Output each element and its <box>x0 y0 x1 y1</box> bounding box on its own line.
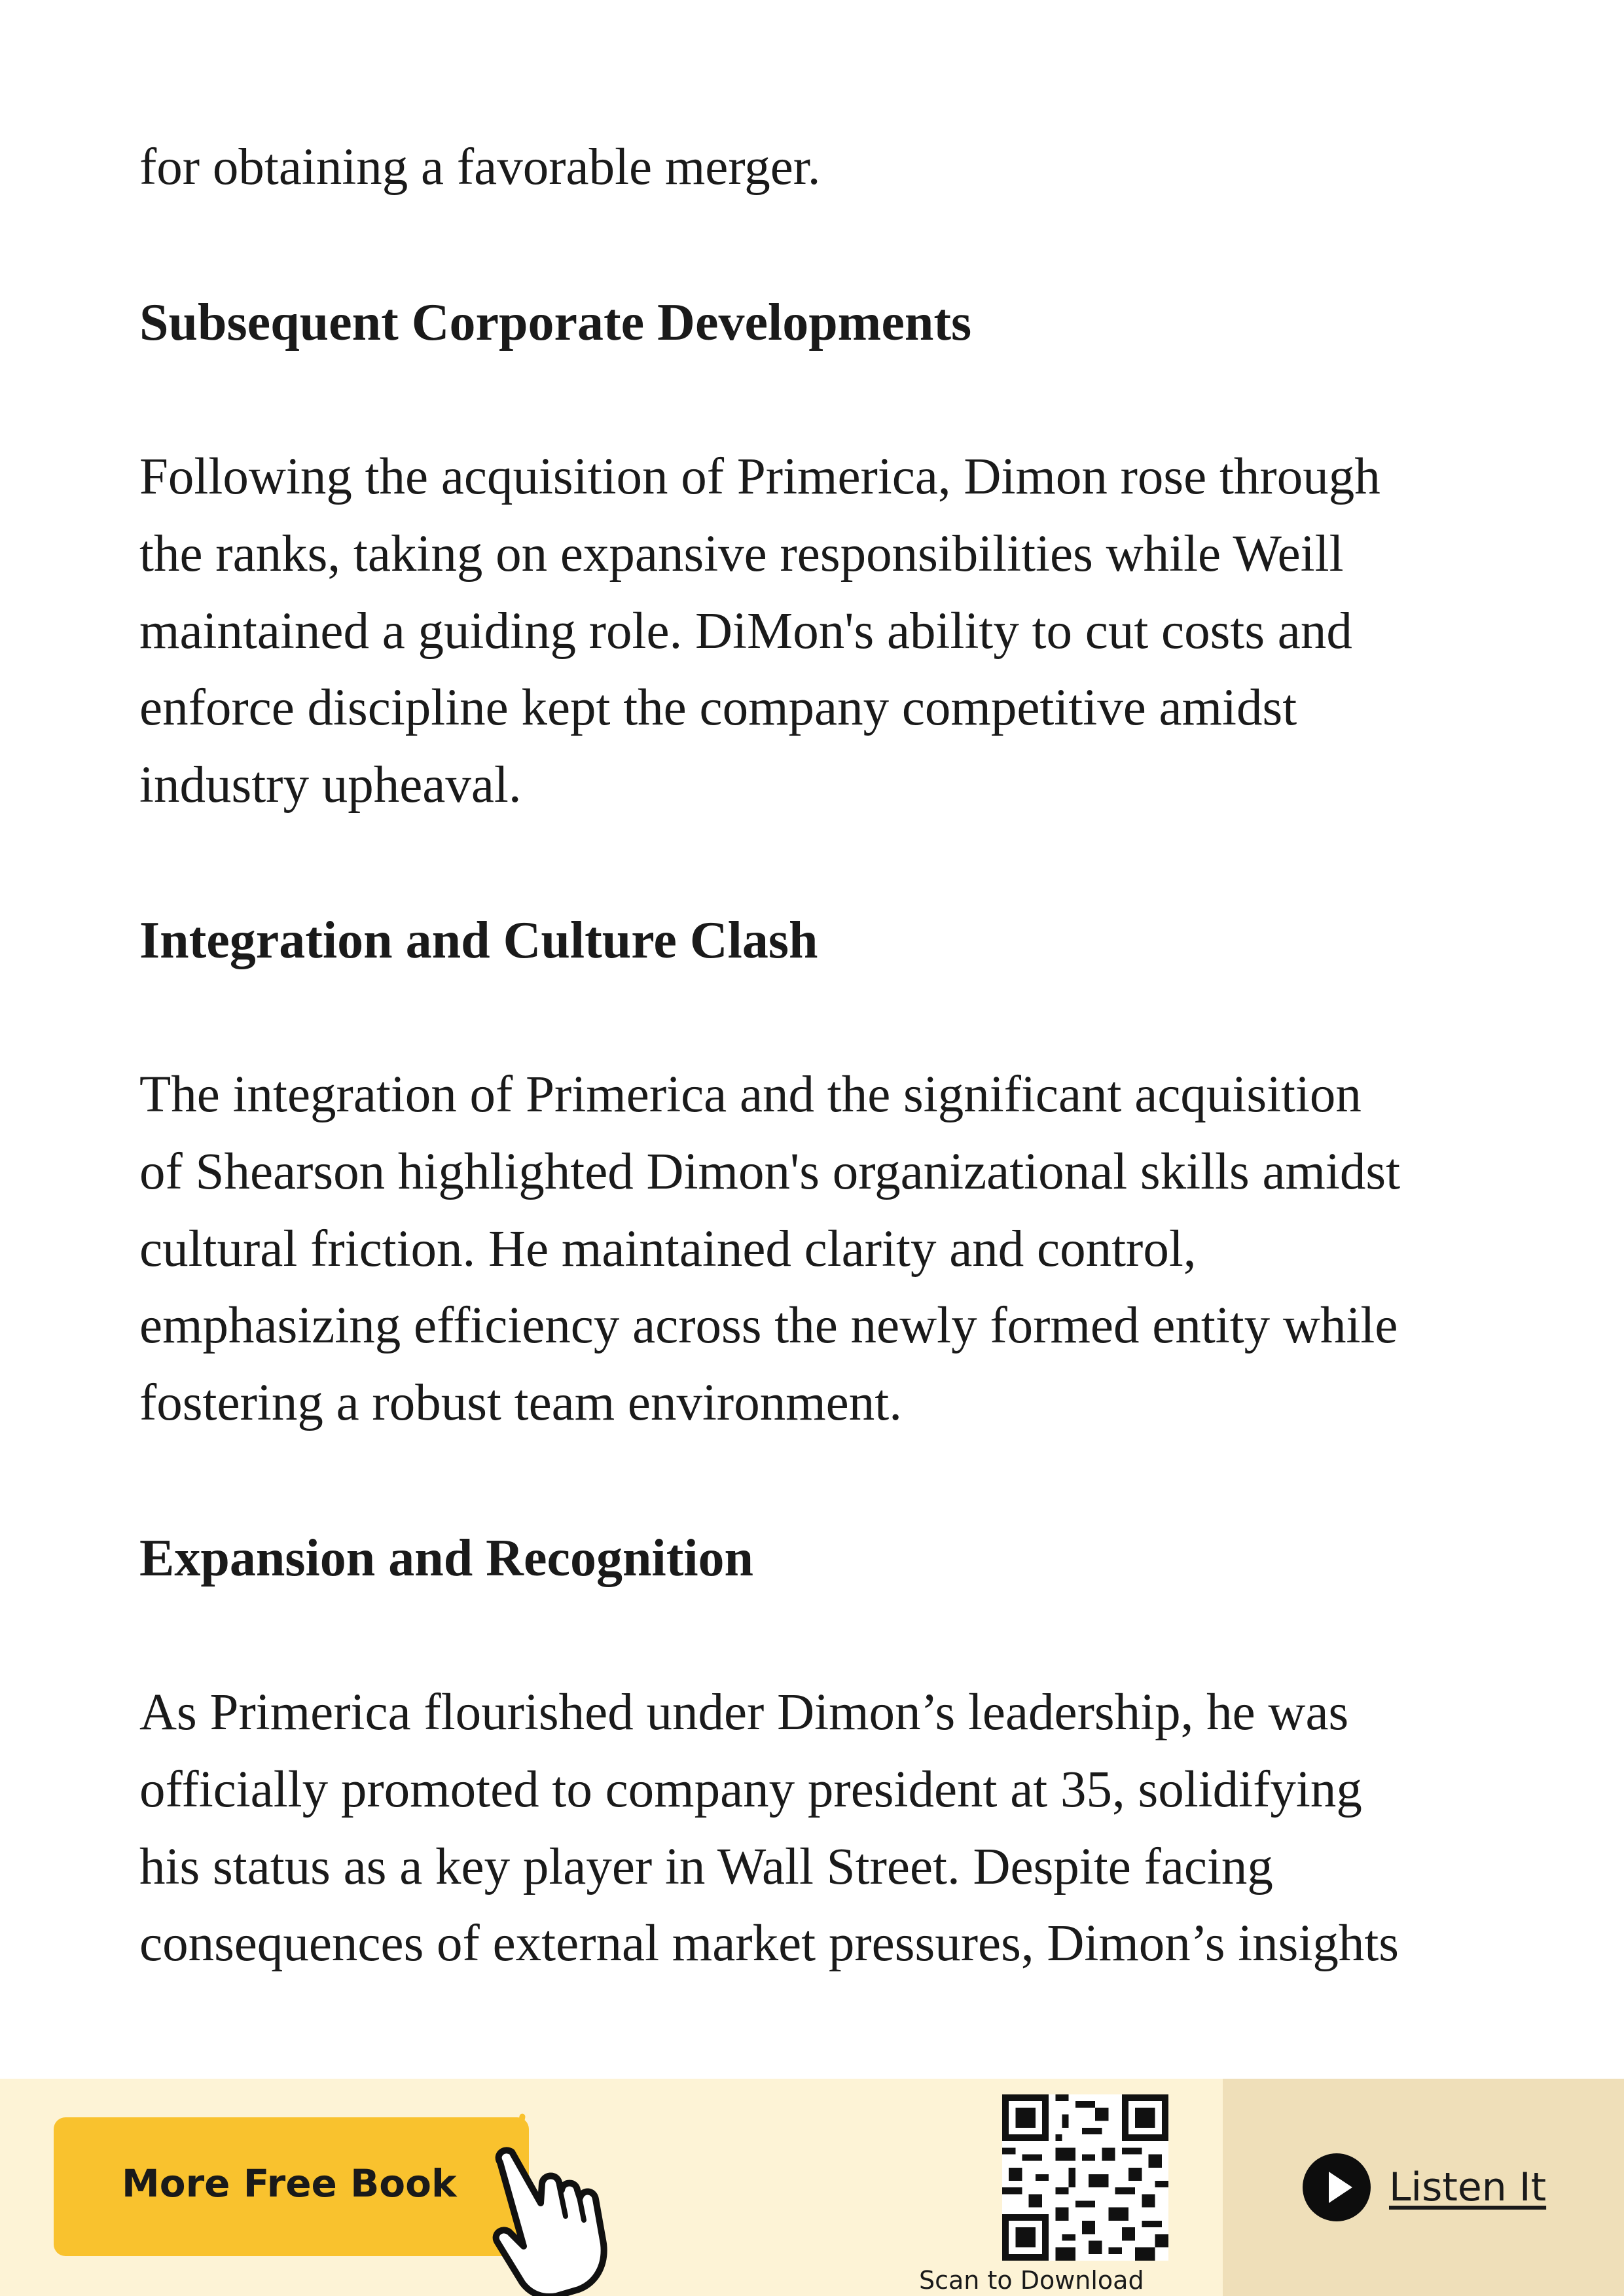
paragraph-line: the ranks, taking on expansive responsibilities while Weill <box>139 526 1344 583</box>
paragraph-line: The integration of Primerica and the significant acquisition <box>139 1066 1362 1123</box>
footer-bar <box>0 2079 1624 2296</box>
intro-line: for obtaining a favorable merger. <box>139 139 821 196</box>
paragraph-line: Following the acquisition of Primerica, Dimon rose through <box>139 448 1380 505</box>
play-icon[interactable] <box>1303 2153 1371 2221</box>
paragraph-line: industry upheaval. <box>139 757 522 814</box>
section-heading: Integration and Culture Clash <box>139 912 818 969</box>
paragraph-line: his status as a key player in Wall Street. Despite facing <box>139 1839 1273 1895</box>
paragraph-line: cultural friction. He maintained clarity and control, <box>139 1221 1197 1278</box>
section-heading: Subsequent Corporate Developments <box>139 294 972 351</box>
section-heading: Expansion and Recognition <box>139 1530 754 1587</box>
paragraph-line: As Primerica flourished under Dimon’s leadership, he was <box>139 1684 1349 1741</box>
more-free-book-label: More Free Book <box>122 2161 457 2206</box>
scan-to-download-label: Scan to Download <box>919 2266 1144 2295</box>
paragraph-line: enforce discipline kept the company competitive amidst <box>139 679 1297 736</box>
paragraph-line: maintained a guiding role. DiMon's ability to cut costs and <box>139 603 1352 660</box>
paragraph-line: fostering a robust team environment. <box>139 1374 902 1431</box>
paragraph-line: emphasizing efficiency across the newly formed entity while <box>139 1297 1398 1354</box>
qr-code-icon <box>1002 2094 1168 2261</box>
paragraph-line: of Shearson highlighted Dimon's organizational skills amidst <box>139 1143 1401 1200</box>
paragraph-line: consequences of external market pressures, Dimon’s insights <box>139 1915 1399 1972</box>
paragraph-line: officially promoted to company president at 35, solidifying <box>139 1761 1362 1818</box>
listen-it-link[interactable]: Listen It <box>1389 2164 1547 2210</box>
pointing-hand-icon <box>458 2105 628 2296</box>
